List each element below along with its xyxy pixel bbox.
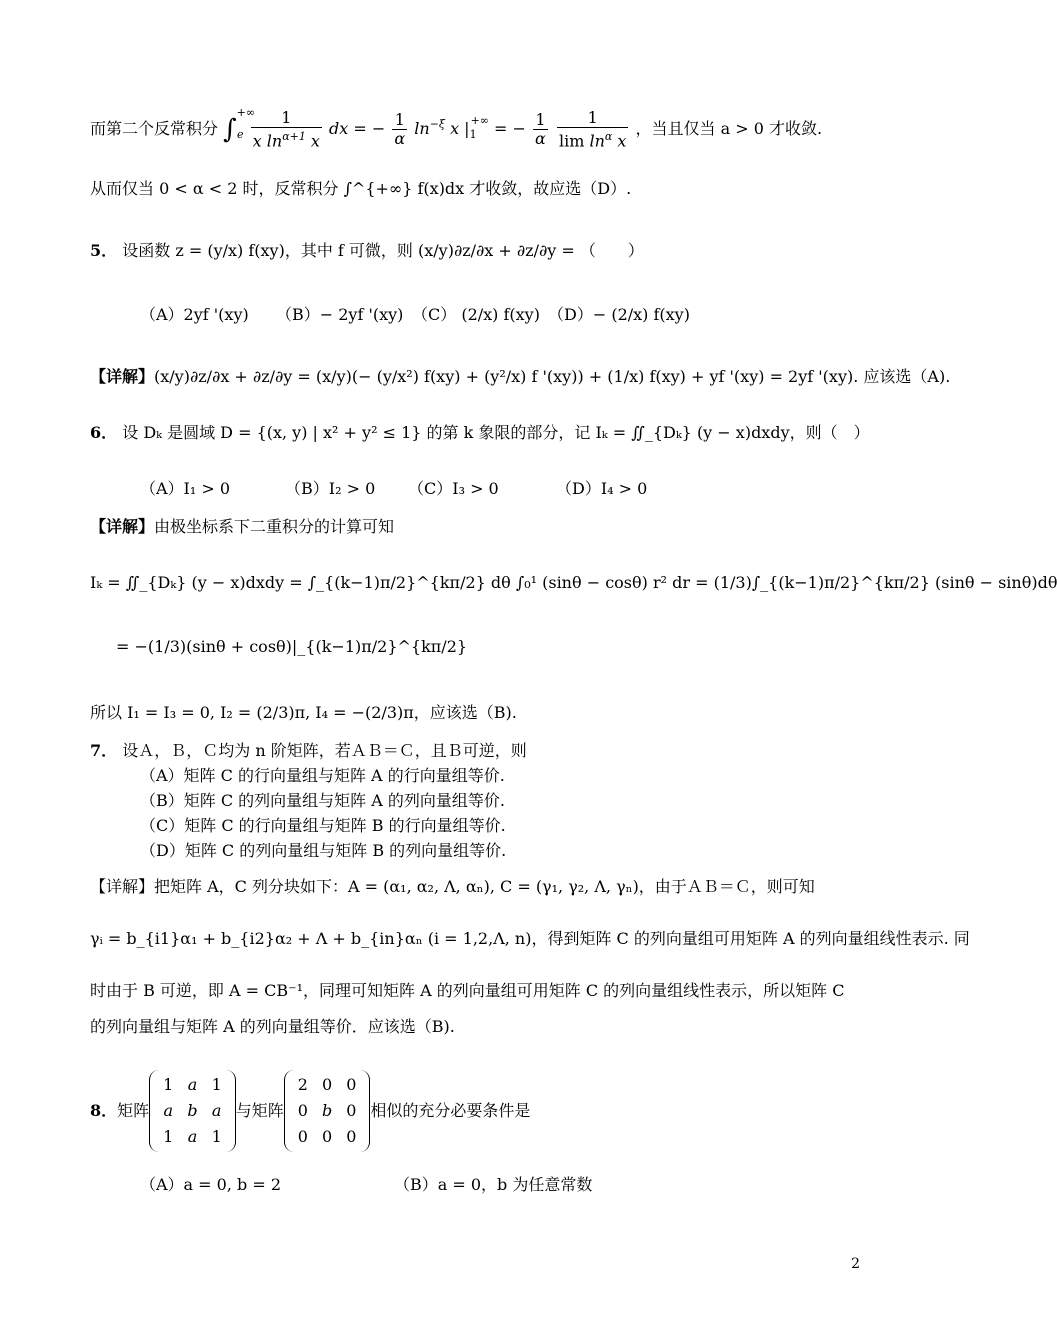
q6-equation-1: Iₖ = ∬_{Dₖ} (y − x)dxdy = ∫_{(k−1)π/2}^{kπ/2} dθ ∫₀¹ (sinθ − cosθ) r² dr = (1/3)∫_{(k−1)π/2}^{kπ/2} (sinθ − sinθ)dθ [90,573,1057,592]
q6-option-a: （A）I₁ > 0 [140,479,231,498]
question-5-number: 5． [90,241,118,260]
q5-detail [90,366,951,388]
question-5-stem: 设函数 z = (y/x) f(xy)，其中 f 可微，则 (x/y)∂z/∂x + ∂z/∂y = （ ） [122,241,644,260]
q8-text-mid: 与矩阵 [235,1101,284,1120]
q6-equation-2: = −(1/3)(sinθ + cosθ)|_{(k−1)π/2}^{kπ/2} [116,637,468,656]
detail-label: 【详解】 [90,367,155,386]
question-7-number: 7． [90,741,118,760]
line1-formula: $\int^{+\infty}_e$ $\frac{1}{x \ln^{\alpha+1} x}$ dx = − $\frac{1}{\alpha}$ $\ln^{-\xi} x$ $|_1^{+\infty}$ = − $\frac{1}{\alpha}$ $\frac{1}{\lim \ln^\alpha x}$ [223,106,627,151]
q7-option-b: （B）矩阵 C 的列向量组与矩阵 A 的列向量组等价. [140,791,505,810]
q5-detail-text: (x/y)∂z/∂x + ∂z/∂y = (x/y)(− (y/x²) f(xy) + (y²/x) f '(xy)) + (1/x) f(xy) + yf '(xy) = 2yf '(xy). 应该选（A). [154,367,951,386]
page-number: 2 [851,1256,860,1272]
q7-detail-3: 时由于 B 可逆，即 A = CB⁻¹，同理可知矩阵 A 的列向量组可用矩阵 C 的列向量组线性表示，所以矩阵 C [90,981,845,1000]
q8-text-pre: 矩阵 [117,1101,150,1120]
q8-option-b: （B）a = 0，b 为任意常数 [394,1175,593,1194]
detail-label: 【详解】 [90,517,155,536]
q7-detail-4: 的列向量组与矩阵 A 的列向量组等价．应该选（B). [90,1017,455,1036]
q5-option-a: （A）2yf '(xy) [140,305,249,324]
question-8 [90,1066,890,1156]
q6-option-b: （B）I₂ > 0 [285,479,376,498]
question-6-stem: 设 Dₖ 是圆域 D = {(x, y) | x² + y² ≤ 1} 的第 k 象限的部分，记 Iₖ = ∬_{Dₖ} (y − x)dxdy，则（ ） [122,423,870,442]
question-5 [90,240,890,262]
q6-option-d: （D）I₄ > 0 [556,479,648,498]
line1-suffix: ，当且仅当 a > 0 才收敛. [635,119,823,138]
matrix-2: 2 0 0 0 b 0 0 0 0 [284,1070,371,1152]
line1-prefix: 而第二个反常积分 [90,119,219,138]
q7-detail-1: 【详解】把矩阵 A，C 列分块如下：A = (α₁, α₂, Λ, αₙ), C = (γ₁, γ₂, Λ, γₙ)，由于ＡＢ＝Ｃ，则可知 [90,877,815,896]
question-7-stem: 设Ａ，Ｂ，Ｃ均为 n 阶矩阵，若ＡＢ＝Ｃ，且Ｂ可逆，则 [122,741,527,760]
matrix-1: 1 a 1 a b a 1 a 1 [149,1070,236,1152]
q7-option-c: （C）矩阵 C 的行向量组与矩阵 B 的行向量组等价. [140,816,506,835]
question-6 [90,422,890,444]
question-8-number: 8． [90,1101,118,1120]
q6-conclusion: 所以 I₁ = I₃ = 0, I₂ = (2/3)π, I₄ = −(2/3)π，应该选（B). [90,703,517,722]
q7-option-d: （D）矩阵 C 的列向量组与矩阵 B 的列向量组等价. [140,841,507,860]
q6-option-c: （C）I₃ > 0 [408,479,499,498]
text-line-1 [90,102,890,150]
q5-option-d: （D）− (2/x) f(xy) [548,305,690,324]
q5-option-b: （B）− 2yf '(xy) [276,305,404,324]
text-line-2: 从而仅当 0 < α < 2 时，反常积分 ∫^{+∞} f(x)dx 才收敛，故应选（D）. [90,179,632,198]
q5-option-c: （C） (2/x) f(xy) [412,305,540,324]
question-7 [90,740,890,762]
question-6-number: 6． [90,423,118,442]
q8-text-post: 相似的充分必要条件是 [370,1101,531,1120]
q6-detail [90,516,890,538]
q6-detail-text: 由极坐标系下二重积分的计算可知 [154,517,395,536]
q8-option-a: （A）a = 0, b = 2 [140,1175,282,1194]
q7-option-a: （A）矩阵 C 的行向量组与矩阵 A 的行向量组等价. [140,766,505,785]
q7-detail-2: γᵢ = b_{i1}α₁ + b_{i2}α₂ + Λ + b_{in}αₙ (i = 1,2,Λ, n)，得到矩阵 C 的列向量组可用矩阵 A 的列向量组线性表示. 同 [90,929,970,948]
